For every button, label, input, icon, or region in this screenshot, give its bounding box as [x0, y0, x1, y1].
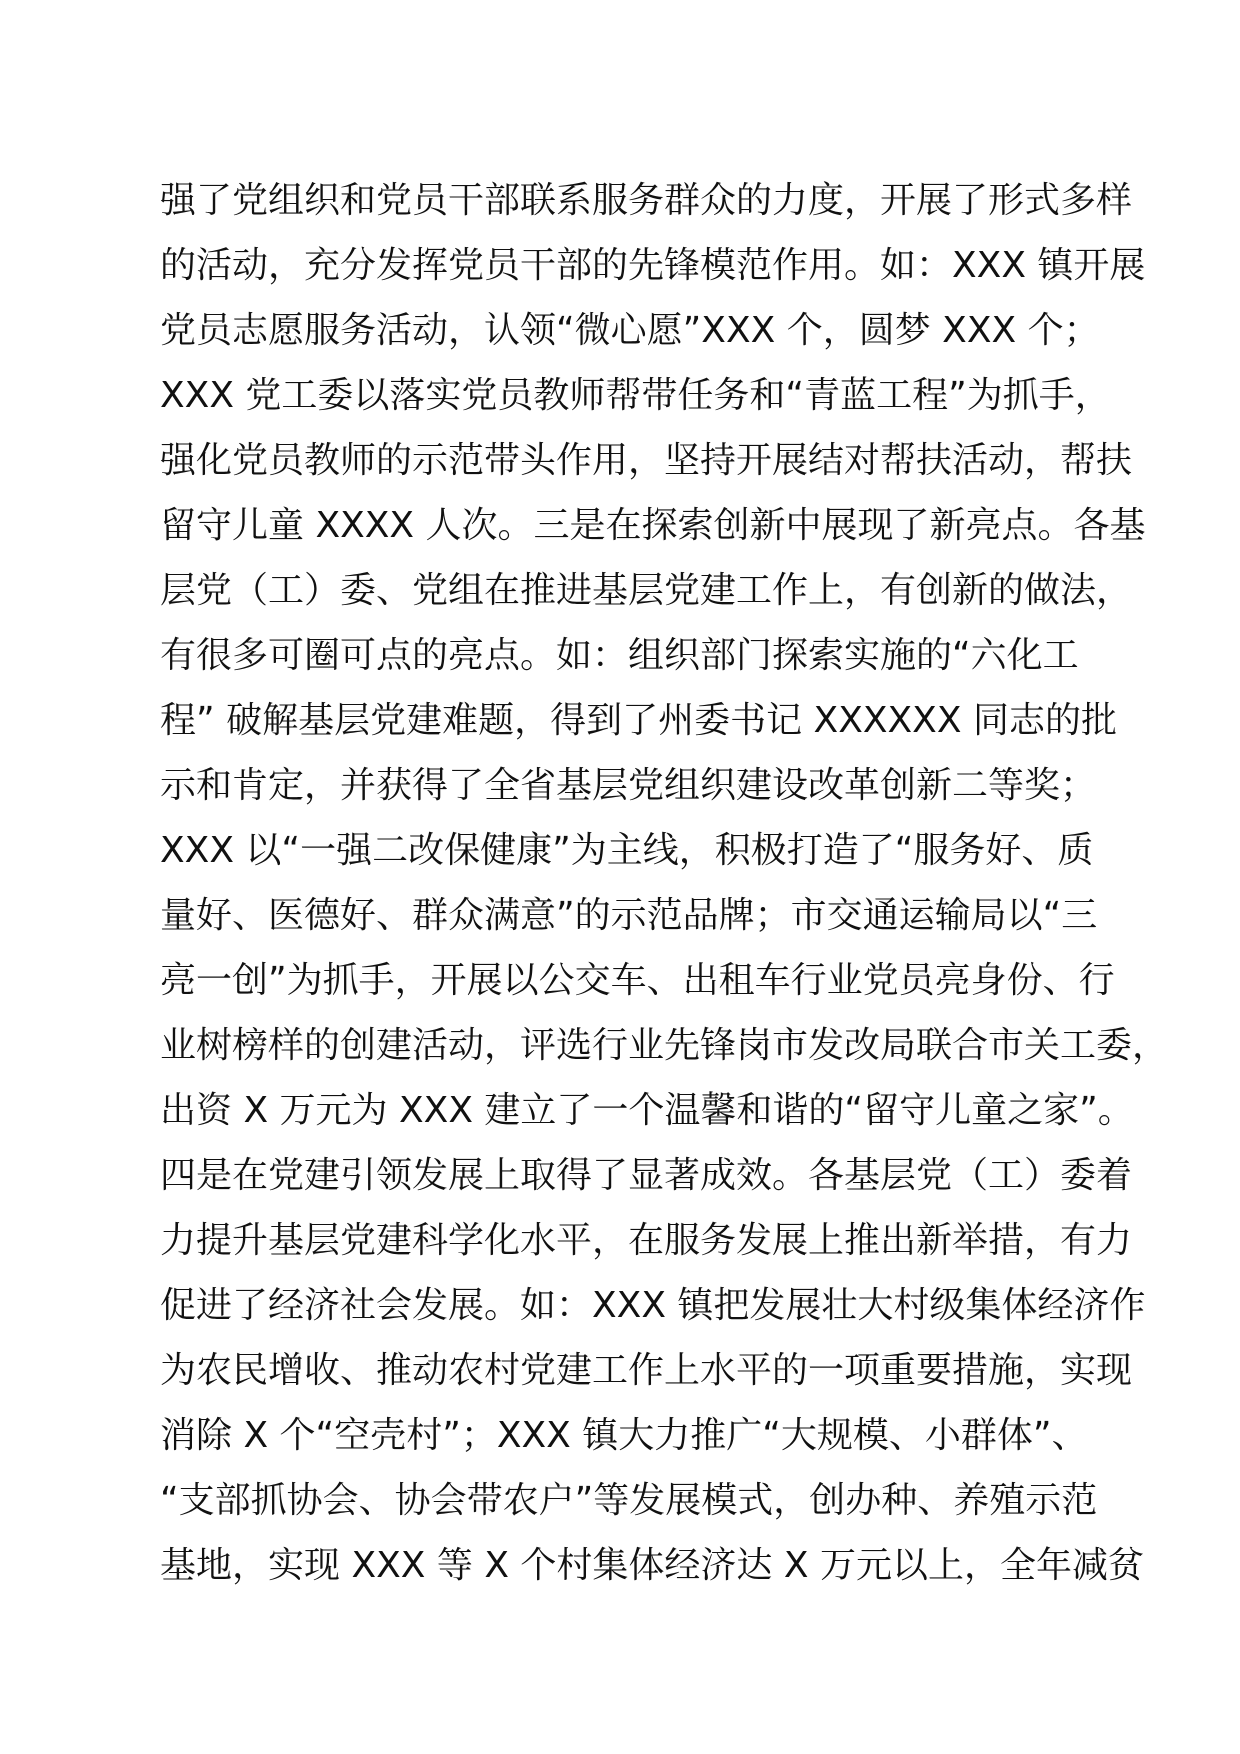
text-line: 业树榜样的创建活动，评选行业先锋岗市发改局联合市关工委， [160, 1025, 1169, 1066]
text-line: XXX 以“一强二改保健康”为主线，积极打造了“服务好、质 [160, 830, 1094, 871]
text-line: 强化党员教师的示范带头作用，坚持开展结对帮扶活动，帮扶 [160, 440, 1133, 481]
text-line: 力提升基层党建科学化水平，在服务发展上推出新举措，有力 [160, 1220, 1133, 1261]
text-line: 为农民增收、推动农村党建工作上水平的一项重要措施，实现 [160, 1350, 1133, 1391]
text-line: XXX 党工委以落实党员教师帮带任务和“青蓝工程”为抓手， [160, 375, 1111, 416]
text-line: 有很多可圈可点的亮点。如：组织部门探索实施的“六化工 [160, 635, 1079, 676]
text-line: 党员志愿服务活动，认领“微心愿”XXX 个，圆梦 XXX 个； [160, 310, 1100, 351]
text-line: 促进了经济社会发展。如：XXX 镇把发展壮大村级集体经济作 [160, 1285, 1146, 1326]
text-line: 的活动，充分发挥党员干部的先锋模范作用。如：XXX 镇开展 [160, 245, 1146, 286]
text-line: “支部抓协会、协会带农户”等发展模式，创办种、养殖示范 [160, 1480, 1098, 1521]
text-line: 消除 X 个“空壳村”；XXX 镇大力推广“大规模、小群体”、 [160, 1415, 1088, 1456]
text-line: 层党（工）委、党组在推进基层党建工作上，有创新的做法， [160, 570, 1133, 611]
text-line: 强了党组织和党员干部联系服务群众的力度，开展了形式多样 [160, 180, 1133, 221]
text-line: 量好、医德好、群众满意”的示范品牌；市交通运输局以“三 [160, 895, 1098, 936]
body-text [160, 168, 1169, 1598]
text-line: 示和肯定，并获得了全省基层党组织建设改革创新二等奖； [160, 765, 1097, 806]
text-line: 程” 破解基层党建难题，得到了州委书记 XXXXXX 同志的批 [160, 700, 1117, 741]
text-line: 四是在党建引领发展上取得了显著成效。各基层党（工）委着 [160, 1155, 1133, 1196]
text-line: 出资 X 万元为 XXX 建立了一个温馨和谐的“留守儿童之家”。 [160, 1090, 1134, 1131]
text-line: 留守儿童 XXXX 人次。三是在探索创新中展现了新亮点。各基 [160, 505, 1146, 546]
text-line: 基地，实现 XXX 等 X 个村集体经济达 X 万元以上，全年减贫 [160, 1545, 1144, 1586]
text-line: 亮一创”为抓手，开展以公交车、出租车行业党员亮身份、行 [160, 960, 1115, 1001]
